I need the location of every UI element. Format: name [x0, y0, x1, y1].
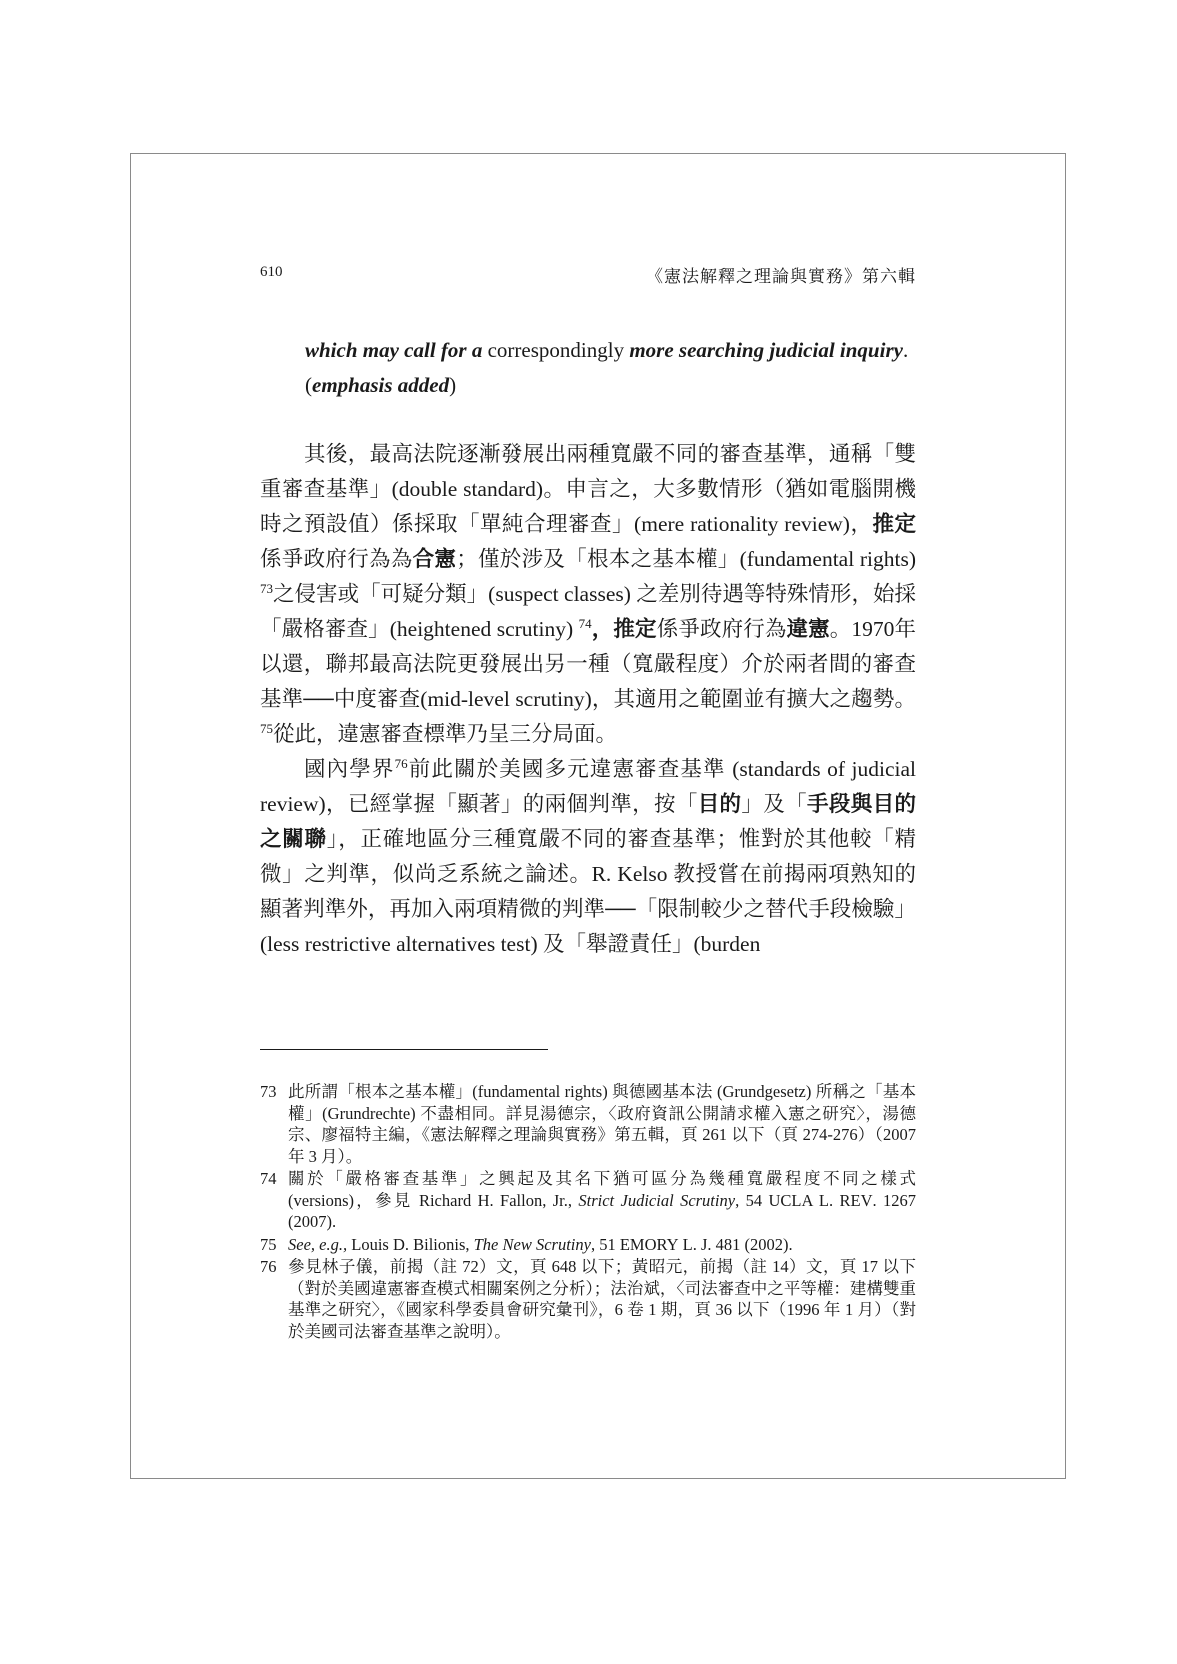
case-title: Strict Judicial Scrutiny [578, 1190, 736, 1210]
text-run: 國內學界 [304, 757, 395, 781]
bold-term: ，推定 [591, 617, 657, 641]
small-caps-text: EV [850, 1190, 873, 1210]
footnote-text: Louis D. Bilionis, [347, 1234, 474, 1254]
article-title: The New Scrutiny [473, 1234, 591, 1254]
text-run: ；僅於涉及「根本之基本權」(fundamental rights) [456, 547, 916, 571]
bold-term: 推定 [872, 512, 916, 536]
quote-emphasis-1: which may call for a [305, 338, 483, 362]
bold-term: 違憲 [786, 617, 830, 641]
text-run: 」及「 [741, 792, 808, 816]
footnote-text: , 54 UCLA L. R [735, 1190, 851, 1210]
page-number: 610 [260, 264, 283, 280]
footnote-ref-73[interactable]: 73 [260, 581, 273, 596]
footnote-number: 73 [260, 1082, 277, 1101]
text-run: 從此，違憲審查標準乃呈三分局面。 [273, 722, 618, 746]
quote-text-2: . ( [305, 338, 909, 397]
footnote-75 [260, 1234, 916, 1256]
footnote-ref-76[interactable]: 76 [394, 756, 408, 771]
bold-term: 手段與目的之關聯 [260, 792, 916, 851]
footnotes [260, 1081, 916, 1343]
small-caps-text: MORY [629, 1234, 679, 1254]
paragraph-1 [260, 437, 916, 752]
footnote-76 [260, 1256, 916, 1342]
footnote-text: , 51 E [590, 1234, 630, 1254]
signal-text: See, e.g., [288, 1234, 348, 1254]
footnote-text: . 1267 (2007). [288, 1190, 917, 1231]
text-run: 前此關於美國多元違憲審查基準 (standards of judicial review)，已經掌握「顯著」的兩個判準，按「 [260, 757, 916, 816]
footnote-text: 關於「嚴格審查基準」之興起及其名下猶可區分為幾種寬嚴程度不同之樣式 (versions)，參見 Richard H. Fallon, Jr., [288, 1169, 916, 1210]
footnote-text: L. J. 481 (2002). [678, 1234, 793, 1254]
bold-term: 目的 [697, 792, 742, 816]
text-run: 係爭政府行為為 [260, 547, 413, 571]
quote-emphasis-2: more searching judicial inquiry [629, 338, 903, 362]
quote-text-1: correspondingly [482, 338, 630, 362]
running-header [260, 262, 916, 286]
quote-text-3: ) [449, 373, 457, 397]
footnote-74 [260, 1168, 916, 1233]
block-quote [305, 333, 917, 403]
footnote-ref-75[interactable]: 75 [260, 721, 273, 736]
text-run: 其後，最高法院逐漸發展出兩種寬嚴不同的審查基準，通稱「雙重審查基準」(double standard)。申言之，大多數情形（猶如電腦開機時之預設值）係採取「單純合理審查」(mere rationality review)， [260, 442, 916, 536]
footnote-number: 75 [260, 1234, 277, 1254]
footnote-ref-74[interactable]: 74 [578, 616, 592, 631]
body-text [260, 437, 916, 962]
footnote-number: 74 [260, 1169, 277, 1188]
text-run: 。1970年以還，聯邦最高法院更發展出另一種（寬嚴程度）介於兩者間的審查基準──中度審查(mid-level scrutiny)，其適用之範圍並有擴大之趨勢。 [260, 617, 916, 711]
footnote-separator [260, 1049, 548, 1050]
text-run: 」，正確地區分三種寬嚴不同的審查基準；惟對於其他較「精微」之判準，似尚乏系統之論述。R. Kelso 教授嘗在前揭兩項熟知的顯著判準外，再加入兩項精微的判準──「限制較少之替代手段檢驗」(less restrictive alternatives test) 及「舉證責任」(burden [260, 827, 916, 956]
quote-emphasis-3: emphasis added [312, 373, 450, 397]
paragraph-2 [260, 752, 916, 962]
bold-term: 合憲 [412, 547, 457, 571]
text-run: 之侵害或「可疑分類」(suspect classes) 之差別待遇等特殊情形，始採「嚴格審查」(heightened scrutiny) [260, 582, 916, 641]
text-run: 係爭政府行為 [656, 617, 787, 641]
footnote-73 [260, 1081, 916, 1167]
footnote-text: 此所謂「根本之基本權」(fundamental rights) 與德國基本法 (Grundgesetz) 所稱之「基本權」(Grundrechte) 不盡相同。詳見湯德宗，〈政府資訊公開請求權入憲之研究〉，湯德宗、廖福特主編，《憲法解釋之理論與實務》第五輯，頁 261 以下（頁 274-276）（2007 年 3 月）。 [288, 1082, 916, 1166]
footnote-text: 參見林子儀，前揭（註 72）文，頁 648 以下；黃昭元，前揭（註 14）文，頁 17 以下（對於美國違憲審查模式相關案例之分析）；法治斌，〈司法審查中之平等權：建構雙重基準之研究〉，《國家科學委員會研究彙刊》，6 卷 1 期，頁 36 以下（1996 年 1 月）（對於美國司法審查基準之說明）。 [288, 1257, 917, 1341]
footnote-number: 76 [260, 1257, 277, 1276]
book-title: 《憲法解釋之理論與實務》第六輯 [646, 267, 916, 286]
